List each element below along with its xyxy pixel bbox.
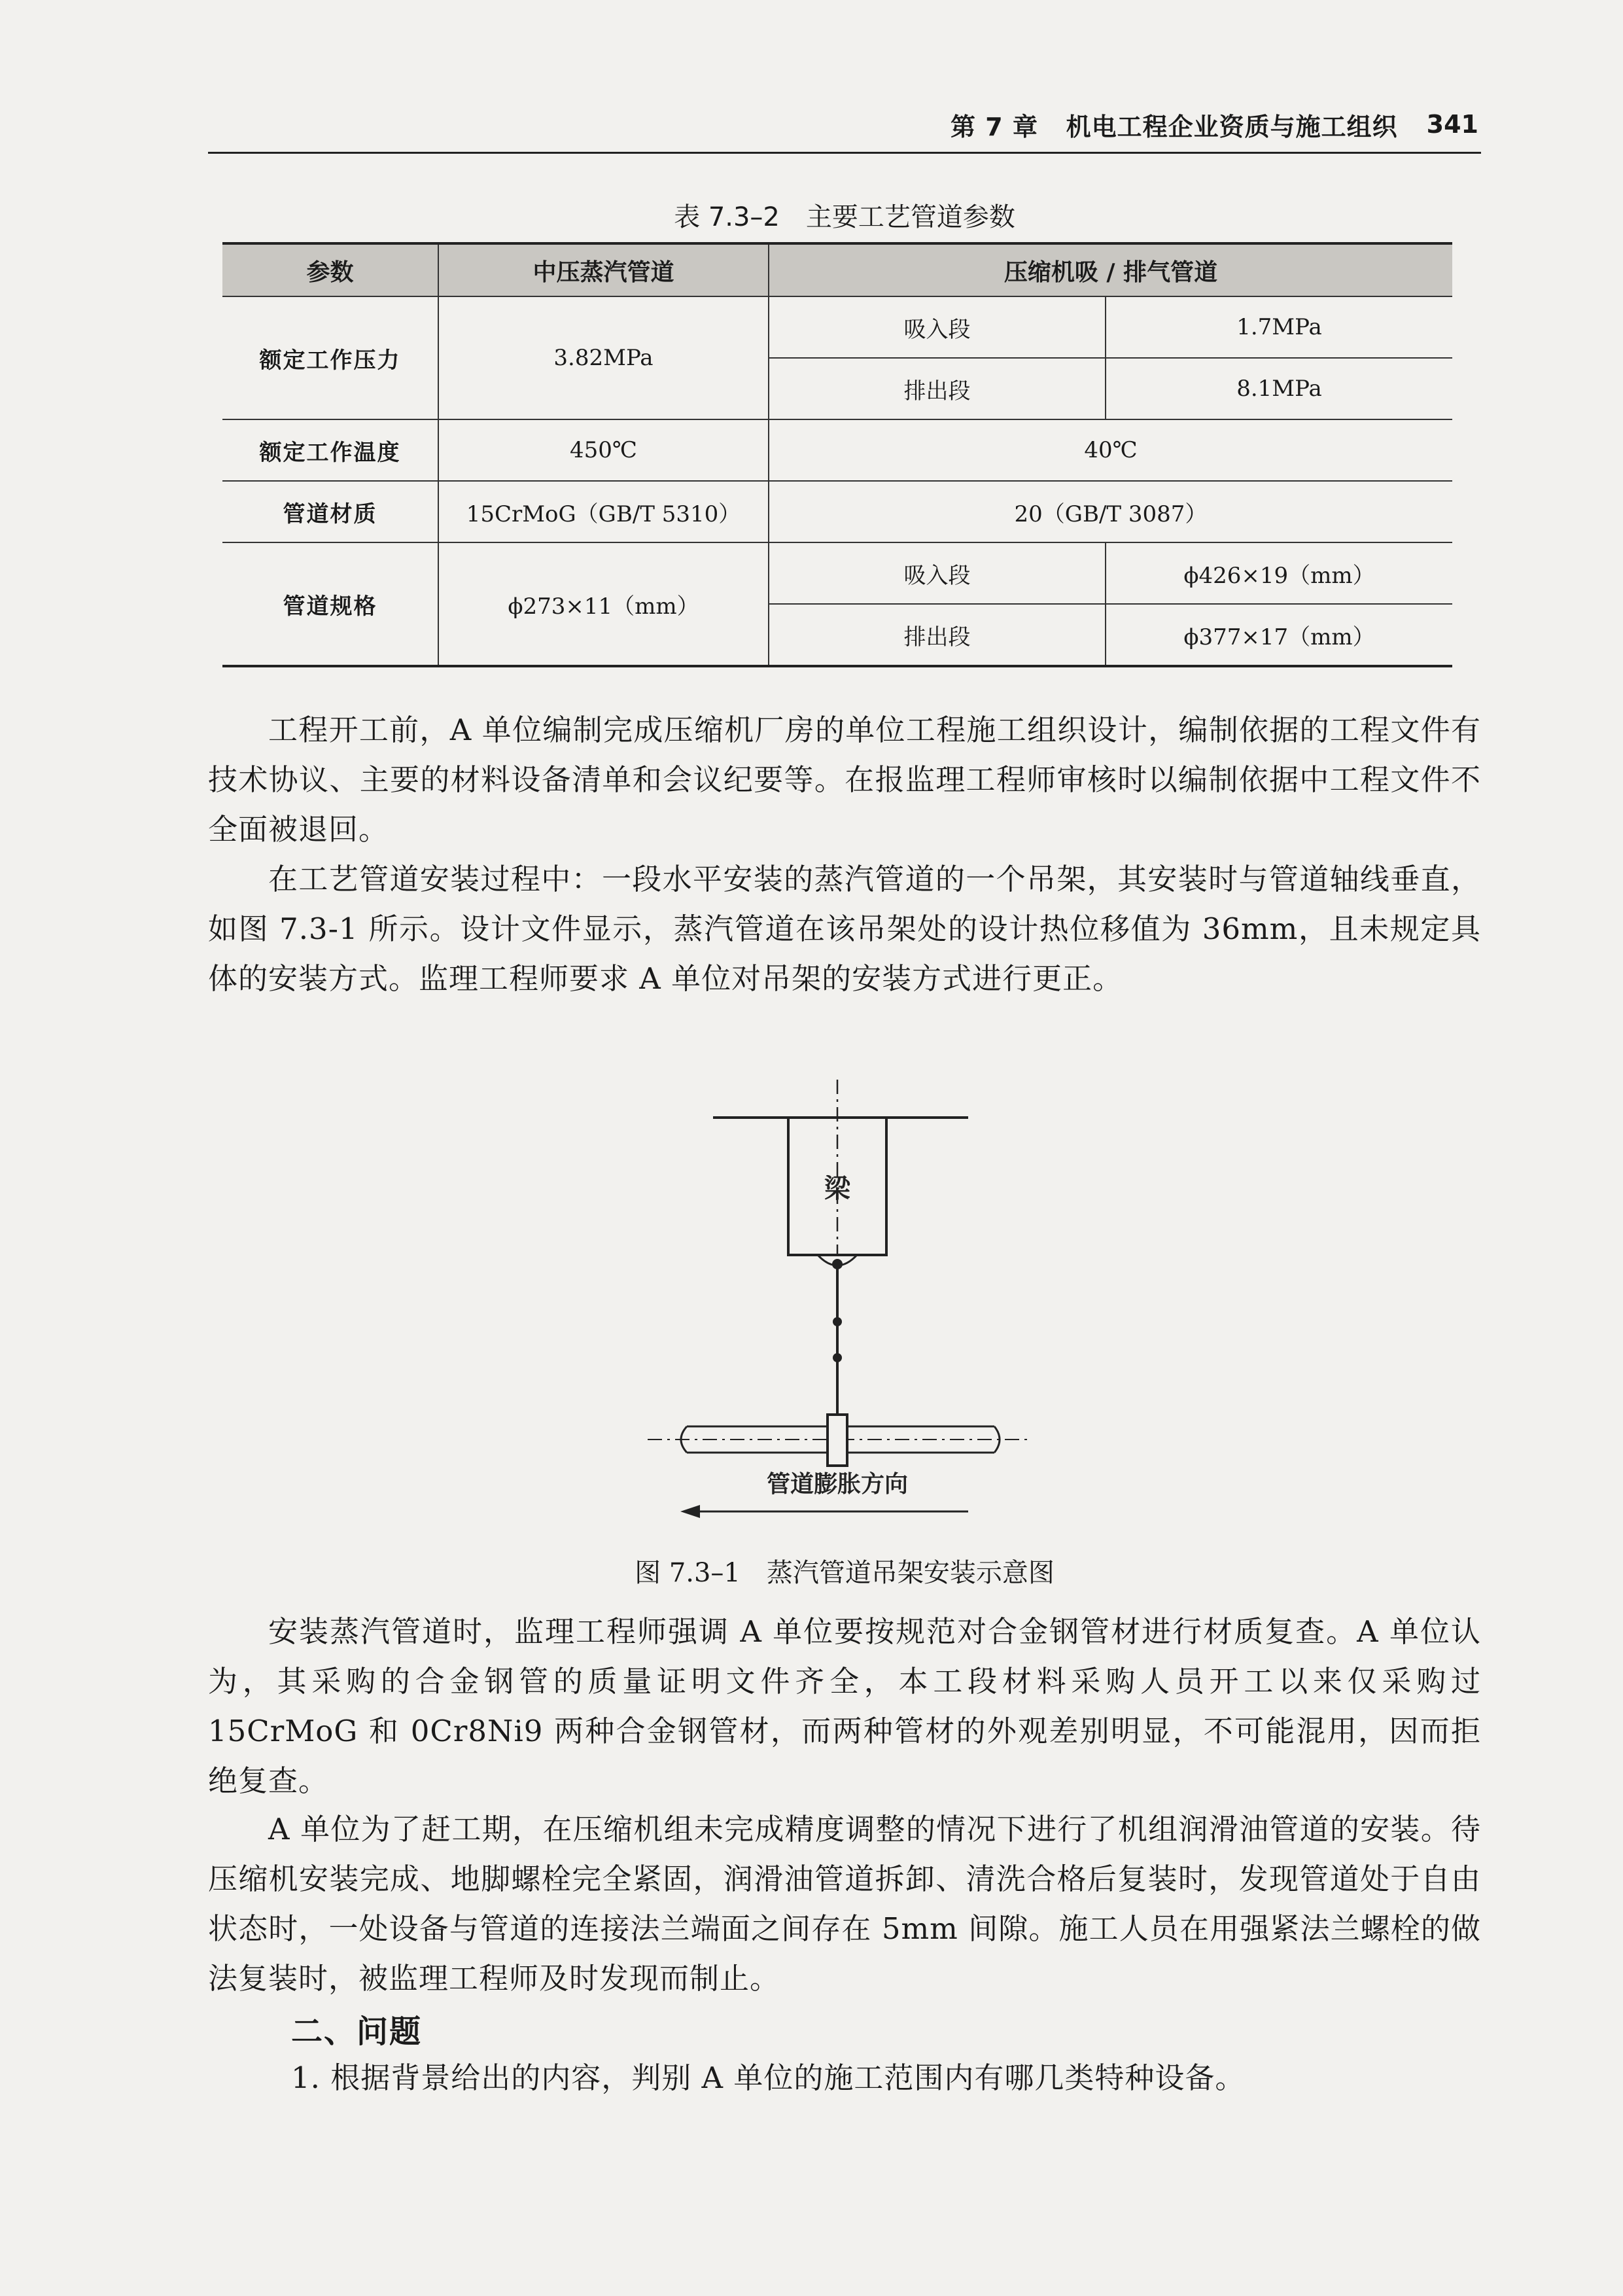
column-header: 中压蒸汽管道 (438, 243, 769, 296)
column-header: 压缩机吸 / 排气管道 (769, 243, 1452, 296)
table-caption (208, 196, 1481, 234)
table-row (222, 542, 1452, 604)
table-row (222, 481, 1452, 542)
figure-caption (208, 1552, 1481, 1589)
table-cell: ϕ426×19（mm） (1106, 542, 1452, 604)
table-cell: 排出段 (769, 358, 1106, 419)
table-row (222, 296, 1452, 358)
table-cell: 1.7MPa (1106, 296, 1452, 358)
chapter-number: 第 7 章 (951, 112, 1038, 141)
pipe-hanger-diagram (641, 1060, 1047, 1544)
paragraph-lube-oil-piping: A 单位为了赶工期，在压缩机组未完成精度调整的情况下进行了机组润滑油管道的安装。待压缩机安装完成、地脚螺栓完全紧固，润滑油管道拆卸、清洗合格后复装时，发现管道处于自由状态时，一处设备与管道的连接法兰端面之间存在 5mm 间隙。施工人员在用强紧法兰螺栓的做法复装时，被监理工程师及时发现而制止。 (208, 1812, 1481, 1996)
table-cell: ϕ377×17（mm） (1106, 604, 1452, 666)
table-header-row (222, 243, 1452, 296)
row-label: 管道规格 (222, 542, 438, 666)
table-cell: 20（GB/T 3087） (769, 481, 1452, 542)
paragraph-hanger-installation: 在工艺管道安装过程中：一段水平安装的蒸汽管道的一个吊架，其安装时与管道轴线垂直，如图 7.3-1 所示。设计文件显示，蒸汽管道在该吊架处的设计热位移值为 36mm，且未规定具体的安装方式。监理工程师要求 A 单位对吊架的安装方式进行更正。 (208, 862, 1481, 996)
rod-joint (833, 1317, 842, 1326)
header-rule (208, 152, 1481, 154)
table-cell: ϕ273×11（mm） (438, 542, 769, 666)
chapter-name: 机电工程企业资质与施工组织 (1066, 112, 1398, 141)
figure-caption-title: 蒸汽管道吊架安装示意图 (766, 1558, 1055, 1588)
figure-caption-number: 图 7.3–1 (635, 1558, 741, 1588)
paragraph-organization-design: 工程开工前，A 单位编制完成压缩机厂房的单位工程施工组织设计，编制依据的工程文件有技术协议、主要的材料设备清单和会议纪要等。在报监理工程师审核时以编制依据中工程文件不全面被退回。 (208, 713, 1481, 847)
beam-label: 梁 (824, 1174, 850, 1204)
table-row (222, 419, 1452, 481)
table-cell: 40℃ (769, 419, 1452, 481)
table-cell: 15CrMoG（GB/T 5310） (438, 481, 769, 542)
table-cell: 450℃ (438, 419, 769, 481)
table-cell: 排出段 (769, 604, 1106, 666)
paragraph-material-recheck: 安装蒸汽管道时，监理工程师强调 A 单位要按规范对合金钢管材进行材质复查。A 单位认为，其采购的合金钢管的质量证明文件齐全，本工段材料采购人员开工以来仅采购过 15CrMoG 和 0Cr8Ni9 两种合金钢管材，而两种管材的外观差别明显，不可能混用，因而拒绝复查。 (208, 1614, 1481, 1798)
table-cell: 吸入段 (769, 542, 1106, 604)
row-label: 管道材质 (222, 481, 438, 542)
arrow-left-icon (680, 1505, 700, 1518)
row-label: 额定工作压力 (222, 296, 438, 419)
column-header: 参数 (222, 243, 438, 296)
pipe-clamp (828, 1415, 847, 1466)
expansion-direction-label: 管道膨胀方向 (766, 1471, 909, 1498)
table-cell: 吸入段 (769, 296, 1106, 358)
page-number: 341 (1426, 110, 1478, 139)
table-caption-title: 主要工艺管道参数 (805, 202, 1015, 232)
section-heading: 二、问题 (291, 2013, 423, 2050)
pipe-parameter-table (222, 242, 1452, 667)
table-cell: 8.1MPa (1106, 358, 1452, 419)
question-item: 1. 根据背景给出的内容，判别 A 单位的施工范围内有哪几类特种设备。 (291, 2060, 1246, 2095)
table-caption-number: 表 7.3–2 (674, 202, 780, 232)
running-header (903, 105, 1478, 144)
rod-joint (833, 1353, 842, 1362)
row-label: 额定工作温度 (222, 419, 438, 481)
chapter-title (951, 107, 1398, 143)
table-cell: 3.82MPa (438, 296, 769, 419)
